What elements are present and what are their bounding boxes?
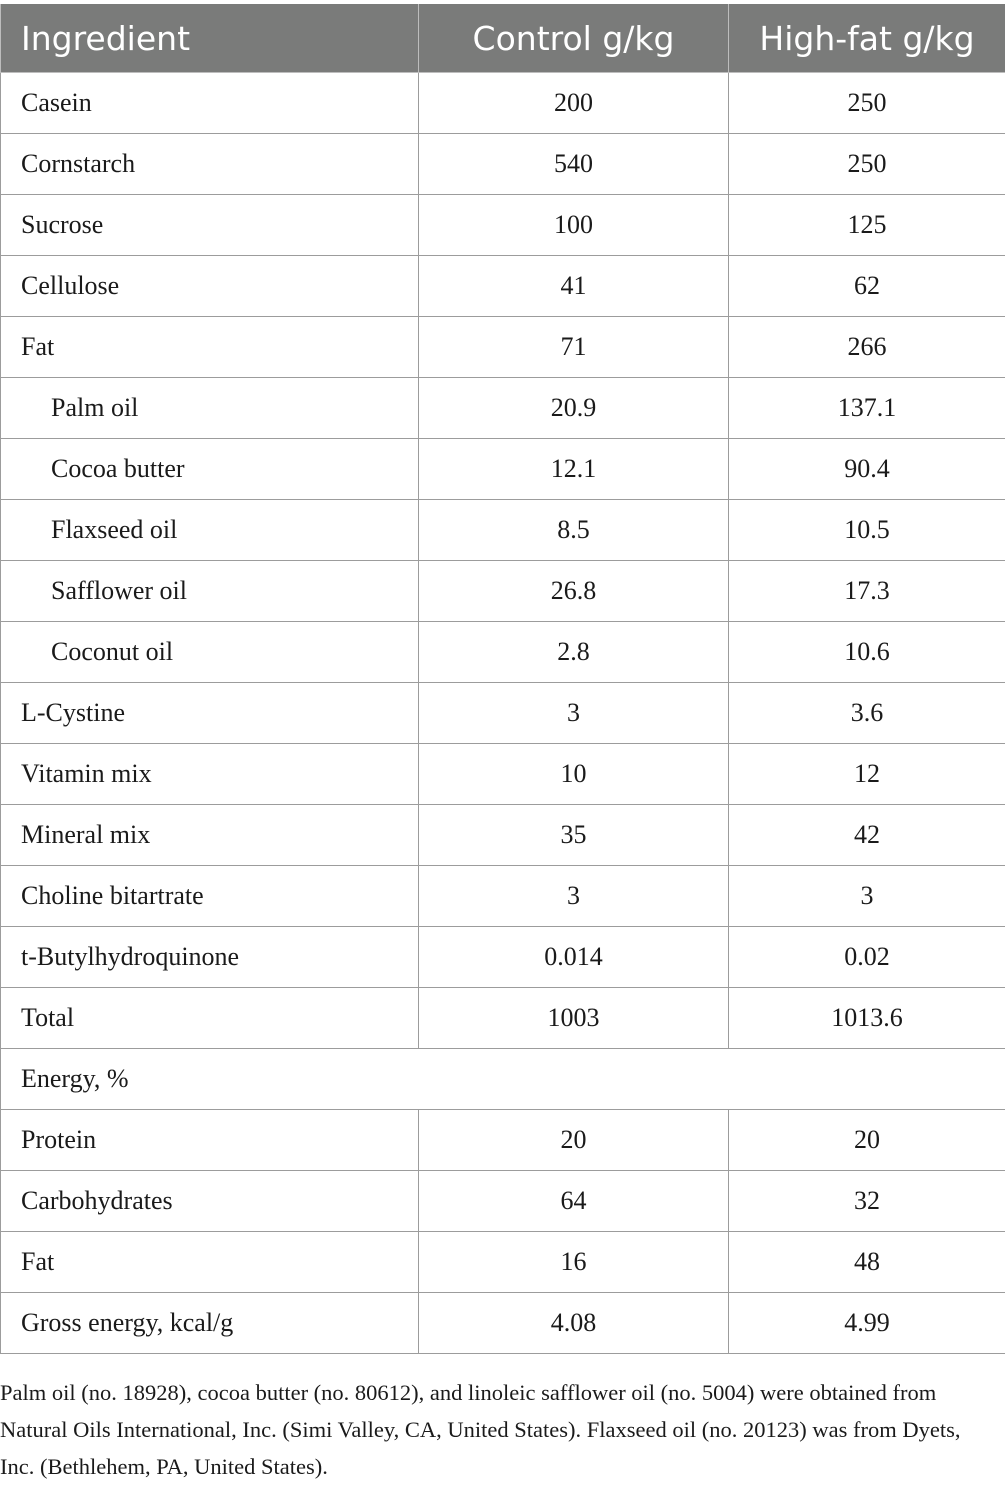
high-fat-value-cell: 3 [729,866,1005,927]
ingredient-cell: Cocoa butter [1,439,419,500]
high-fat-value-cell: 20 [729,1110,1005,1171]
table-row [1,1049,1005,1110]
high-fat-value-cell: 4.99 [729,1293,1005,1354]
ingredient-cell: Safflower oil [1,561,419,622]
ingredient-cell: Mineral mix [1,805,419,866]
table-row [1,805,1005,866]
ingredient-cell: Casein [1,73,419,134]
high-fat-value-cell: 62 [729,256,1005,317]
high-fat-value-cell: 1013.6 [729,988,1005,1049]
table-row [1,378,1005,439]
high-fat-value-cell: 250 [729,73,1005,134]
ingredient-cell: Flaxseed oil [1,500,419,561]
ingredient-cell: Palm oil [1,378,419,439]
control-value-cell: 20 [419,1110,729,1171]
ingredient-cell: Carbohydrates [1,1171,419,1232]
high-fat-value-cell: 17.3 [729,561,1005,622]
ingredient-cell: Total [1,988,419,1049]
high-fat-value-cell: 250 [729,134,1005,195]
ingredient-cell: Gross energy, kcal/g [1,1293,419,1354]
table-row [1,1110,1005,1171]
high-fat-value-cell: 0.02 [729,927,1005,988]
table-row [1,1293,1005,1354]
header-high-fat: High-fat g/kg [729,4,1005,73]
table-row [1,927,1005,988]
high-fat-value-cell: 32 [729,1171,1005,1232]
table-row [1,561,1005,622]
ingredient-cell: Fat [1,1232,419,1293]
table-row [1,195,1005,256]
control-value-cell: 200 [419,73,729,134]
high-fat-value-cell: 266 [729,317,1005,378]
control-value-cell: 3 [419,866,729,927]
table-row [1,683,1005,744]
header-row [1,4,1005,73]
header-ingredient: Ingredient [1,4,419,73]
control-value-cell: 10 [419,744,729,805]
ingredient-cell: Coconut oil [1,622,419,683]
ingredient-cell: t-Butylhydroquinone [1,927,419,988]
table-row [1,134,1005,195]
control-value-cell: 540 [419,134,729,195]
ingredient-cell: Protein [1,1110,419,1171]
ingredient-cell: Choline bitartrate [1,866,419,927]
table-row [1,866,1005,927]
diet-composition-table [0,4,1005,1354]
table-row [1,744,1005,805]
ingredient-cell: L-Cystine [1,683,419,744]
table-row [1,73,1005,134]
control-value-cell: 100 [419,195,729,256]
control-value-cell: 35 [419,805,729,866]
ingredient-cell: Cornstarch [1,134,419,195]
control-value-cell: 8.5 [419,500,729,561]
high-fat-value-cell: 48 [729,1232,1005,1293]
table-header [1,4,1005,73]
high-fat-value-cell: 3.6 [729,683,1005,744]
table-row [1,256,1005,317]
high-fat-value-cell: 125 [729,195,1005,256]
high-fat-value-cell: 10.5 [729,500,1005,561]
control-value-cell: 16 [419,1232,729,1293]
table-row [1,988,1005,1049]
control-value-cell: 12.1 [419,439,729,500]
control-value-cell: 1003 [419,988,729,1049]
table-row [1,439,1005,500]
control-value-cell: 41 [419,256,729,317]
high-fat-value-cell: 137.1 [729,378,1005,439]
ingredient-cell: Sucrose [1,195,419,256]
control-value-cell: 2.8 [419,622,729,683]
ingredient-cell: Fat [1,317,419,378]
control-value-cell: 20.9 [419,378,729,439]
control-value-cell: 0.014 [419,927,729,988]
control-value-cell: 64 [419,1171,729,1232]
header-control: Control g/kg [419,4,729,73]
table-row [1,1171,1005,1232]
control-value-cell: 26.8 [419,561,729,622]
control-value-cell: 71 [419,317,729,378]
table-row [1,500,1005,561]
table-row [1,317,1005,378]
high-fat-value-cell: 42 [729,805,1005,866]
table-body [1,73,1005,1354]
table-footnote: Palm oil (no. 18928), cocoa butter (no. 80612), and linoleic safflower oil (no. 5004) were obtained from Natural Oils International, Inc. (Simi Valley, CA, United States). Flaxseed oil (no. 20123) was from Dyets, Inc. (Bethlehem, PA, United States). [0,1380,961,1479]
high-fat-value-cell: 10.6 [729,622,1005,683]
high-fat-value-cell: 90.4 [729,439,1005,500]
control-value-cell: 3 [419,683,729,744]
table-row [1,622,1005,683]
control-value-cell: 4.08 [419,1293,729,1354]
section-label: Energy, % [1,1049,1005,1110]
ingredient-cell: Cellulose [1,256,419,317]
table-row [1,1232,1005,1293]
high-fat-value-cell: 12 [729,744,1005,805]
ingredient-cell: Vitamin mix [1,744,419,805]
